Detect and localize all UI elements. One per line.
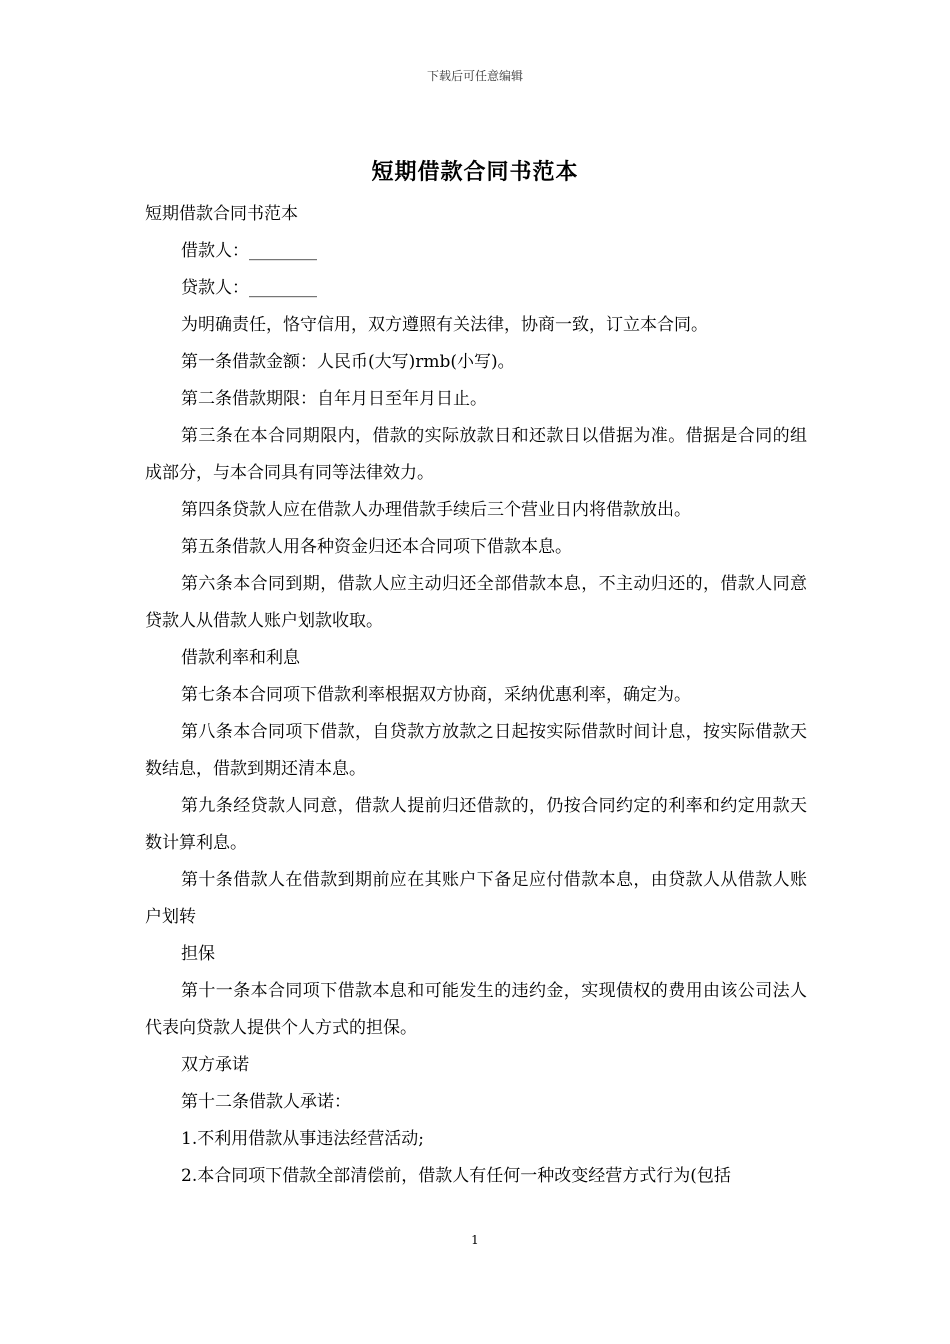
section-heading-interest: 借款利率和利息 xyxy=(181,648,300,668)
document-title: 短期借款合同书范本 xyxy=(371,159,579,185)
article-1: 第一条借款金额：人民币(大写)rmb(小写)。 xyxy=(181,352,515,372)
section-heading-commitments: 双方承诺 xyxy=(181,1055,249,1075)
article-4: 第四条贷款人应在借款人办理借款手续后三个营业日内将借款放出。 xyxy=(181,500,691,520)
article-7: 第七条本合同项下借款利率根据双方协商，采纳优惠利率，确定为。 xyxy=(181,685,691,705)
article-5: 第五条借款人用各种资金归还本合同项下借款本息。 xyxy=(181,537,572,557)
article-9: 第九条经贷款人同意，借款人提前归还借款的，仍按合同约定的利率和约定用款天数计算利息。 xyxy=(145,796,807,853)
article-12: 第十二条借款人承诺： xyxy=(181,1092,351,1112)
article-11: 第十一条本合同项下借款本息和可能发生的违约金，实现债权的费用由该公司法人代表向贷款人提供个人方式的担保。 xyxy=(145,981,807,1038)
article-6: 第六条本合同到期，借款人应主动归还全部借款本息，不主动归还的，借款人同意贷款人从借款人账户划款收取。 xyxy=(145,574,807,631)
subtitle-paragraph: 短期借款合同书范本 xyxy=(145,204,298,224)
preamble-paragraph: 为明确责任，恪守信用，双方遵照有关法律，协商一致，订立本合同。 xyxy=(181,315,708,335)
document-body xyxy=(145,196,807,1195)
article-3: 第三条在本合同期限内，借款的实际放款日和还款日以借据为准。借据是合同的组成部分，与本合同具有同等法律效力。 xyxy=(145,426,807,483)
article-10: 第十条借款人在借款到期前应在其账户下备足应付借款本息，由贷款人从借款人账户划转 xyxy=(145,870,807,927)
article-2: 第二条借款期限：自年月日至年月日止。 xyxy=(181,389,487,409)
commitment-item-1: 1.不利用借款从事违法经营活动; xyxy=(181,1129,424,1149)
page-header-note: 下载后可任意编辑 xyxy=(426,69,523,83)
article-8: 第八条本合同项下借款，自贷款方放款之日起按实际借款时间计息，按实际借款天数结息，借款到期还清本息。 xyxy=(145,722,807,779)
commitment-item-2: 2.本合同项下借款全部清偿前，借款人有任何一种改变经营方式行为(包括 xyxy=(181,1166,731,1186)
section-heading-guarantee: 担保 xyxy=(181,944,215,964)
borrower-line: 借款人：________ xyxy=(181,241,317,261)
lender-line: 贷款人：________ xyxy=(181,278,317,298)
page-number: 1 xyxy=(471,1233,479,1247)
